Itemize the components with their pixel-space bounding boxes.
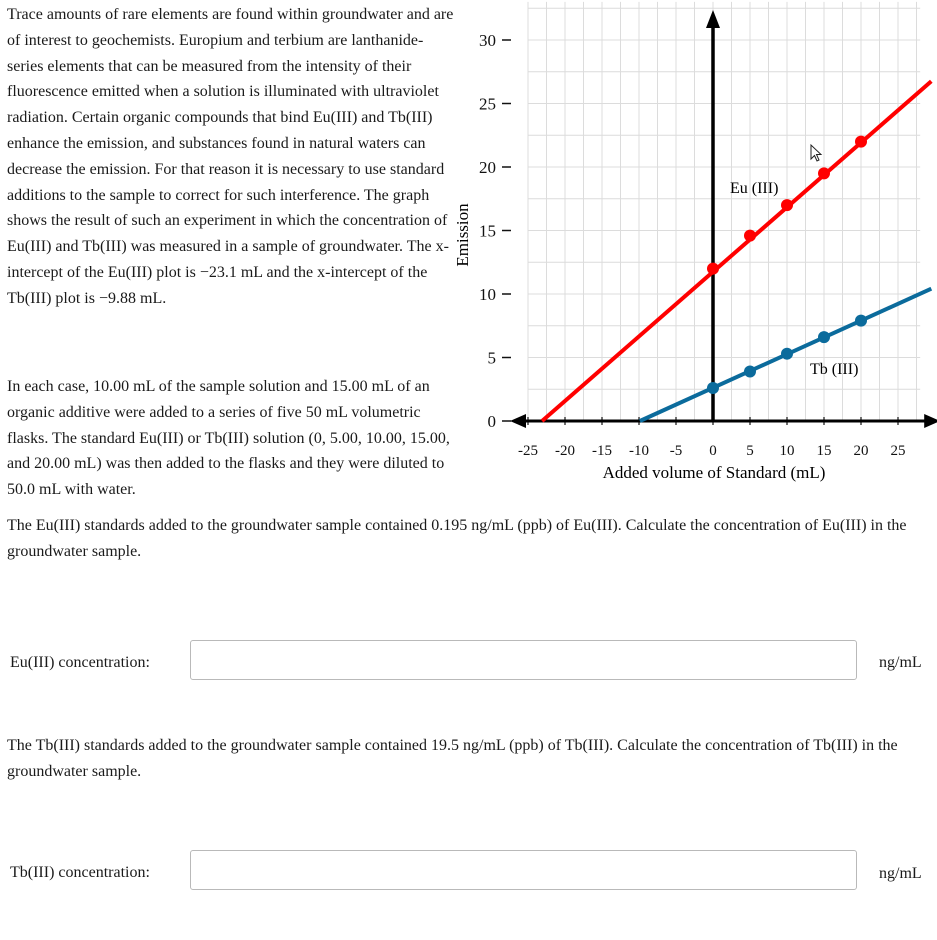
x-tick-label: 15	[816, 443, 832, 459]
tb-data-point	[781, 348, 793, 360]
x-tick-label: -15	[592, 443, 612, 459]
chart-grid	[528, 2, 920, 421]
y-tick-label: 25	[479, 94, 496, 114]
y-axis-label: Emission	[453, 203, 472, 267]
question-tb-text: The Tb(III) standards added to the groundwater sample contained 19.5 ng/mL (ppb) of Tb(III). Calculate the concentration of Tb(III) in the groundwater sample.	[7, 737, 898, 780]
x-tick-label: -25	[518, 443, 538, 459]
x-tick-label: 20	[853, 443, 869, 459]
x-tick-label: -5	[669, 443, 683, 459]
x-axis-label: Added volume of Standard (mL)	[602, 463, 826, 482]
eu-data-point	[818, 167, 830, 179]
eu-data-point	[744, 230, 756, 242]
tb-concentration-input[interactable]	[190, 850, 857, 890]
tb-unit-label: ng/mL	[879, 865, 922, 882]
cursor-icon	[811, 145, 821, 161]
eu-data-point	[855, 136, 867, 148]
eu-data-point	[707, 263, 719, 275]
tb-data-point	[818, 331, 830, 343]
tb-data-point	[744, 365, 756, 377]
y-tick-label: 30	[479, 31, 496, 50]
x-tick-label: 10	[779, 443, 795, 459]
question-eu-text: The Eu(III) standards added to the groundwater sample contained 0.195 ng/mL (ppb) of Eu(III). Calculate the concentration of Eu(III) in the groundwater sample.	[7, 517, 907, 560]
tb-concentration-label: Tb(III) concentration:	[10, 864, 150, 881]
y-tick-label: 5	[487, 348, 496, 368]
standard-addition-chart	[452, 0, 937, 500]
chart-axes	[510, 10, 937, 428]
y-tick-label: 15	[479, 221, 496, 241]
y-tick-label: 20	[479, 158, 496, 177]
tb-series-label: Tb (III)	[810, 361, 859, 378]
tb-data-point	[855, 315, 867, 327]
eu-data-point	[781, 199, 793, 211]
x-tick-label: -10	[629, 443, 649, 459]
x-axis-ticks	[518, 417, 906, 459]
y-axis-ticks	[479, 31, 511, 431]
x-tick-label: -20	[555, 443, 575, 459]
x-axis-arrow	[924, 414, 937, 428]
eu-concentration-label: Eu(III) concentration:	[10, 654, 150, 671]
tb-data-point	[707, 382, 719, 394]
y-tick-label: 0	[487, 412, 496, 431]
eu-unit-label: ng/mL	[879, 654, 922, 671]
eu-series-line	[542, 81, 931, 421]
intro-paragraph: Trace amounts of rare elements are found within groundwater and are of interest to geochemists. Europium and terbium are lanthanide-series elements that can be measured from the intensity of their fluorescence emitted when a solution is illuminated with ultraviolet radiation. Certain organic compounds that bind Eu(III) and Tb(III) enhance the emission, and substances found in natural waters can decrease the emission. For that reason it is necessary to use standard additions to the sample to correct for such interference. The graph shows the result of such an experiment in which the concentration of Eu(III) and Tb(III) was measured in a sample of groundwater. The x-intercept of the Eu(III) plot is −23.1 mL and the x-intercept of the Tb(III) plot is −9.88 mL.	[7, 6, 454, 307]
eu-series-label: Eu (III)	[730, 180, 779, 197]
y-axis-arrow	[706, 10, 720, 28]
x-tick-label: 25	[890, 443, 906, 459]
setup-paragraph: In each case, 10.00 mL of the sample solution and 15.00 mL of an organic additive were added to a series of five 50 mL volumetric flasks. The standard Eu(III) or Tb(III) solution (0, 5.00, 10.00, 15.00, and 20.00 mL) was then added to the flasks and they were diluted to 50.0 mL with water.	[7, 378, 450, 499]
chart-series	[542, 81, 931, 421]
x-axis-arrow-left	[510, 414, 526, 428]
x-tick-label: 5	[746, 443, 754, 459]
y-tick-label: 10	[479, 285, 496, 304]
eu-concentration-input[interactable]	[190, 640, 857, 680]
x-tick-label: 0	[709, 443, 717, 459]
